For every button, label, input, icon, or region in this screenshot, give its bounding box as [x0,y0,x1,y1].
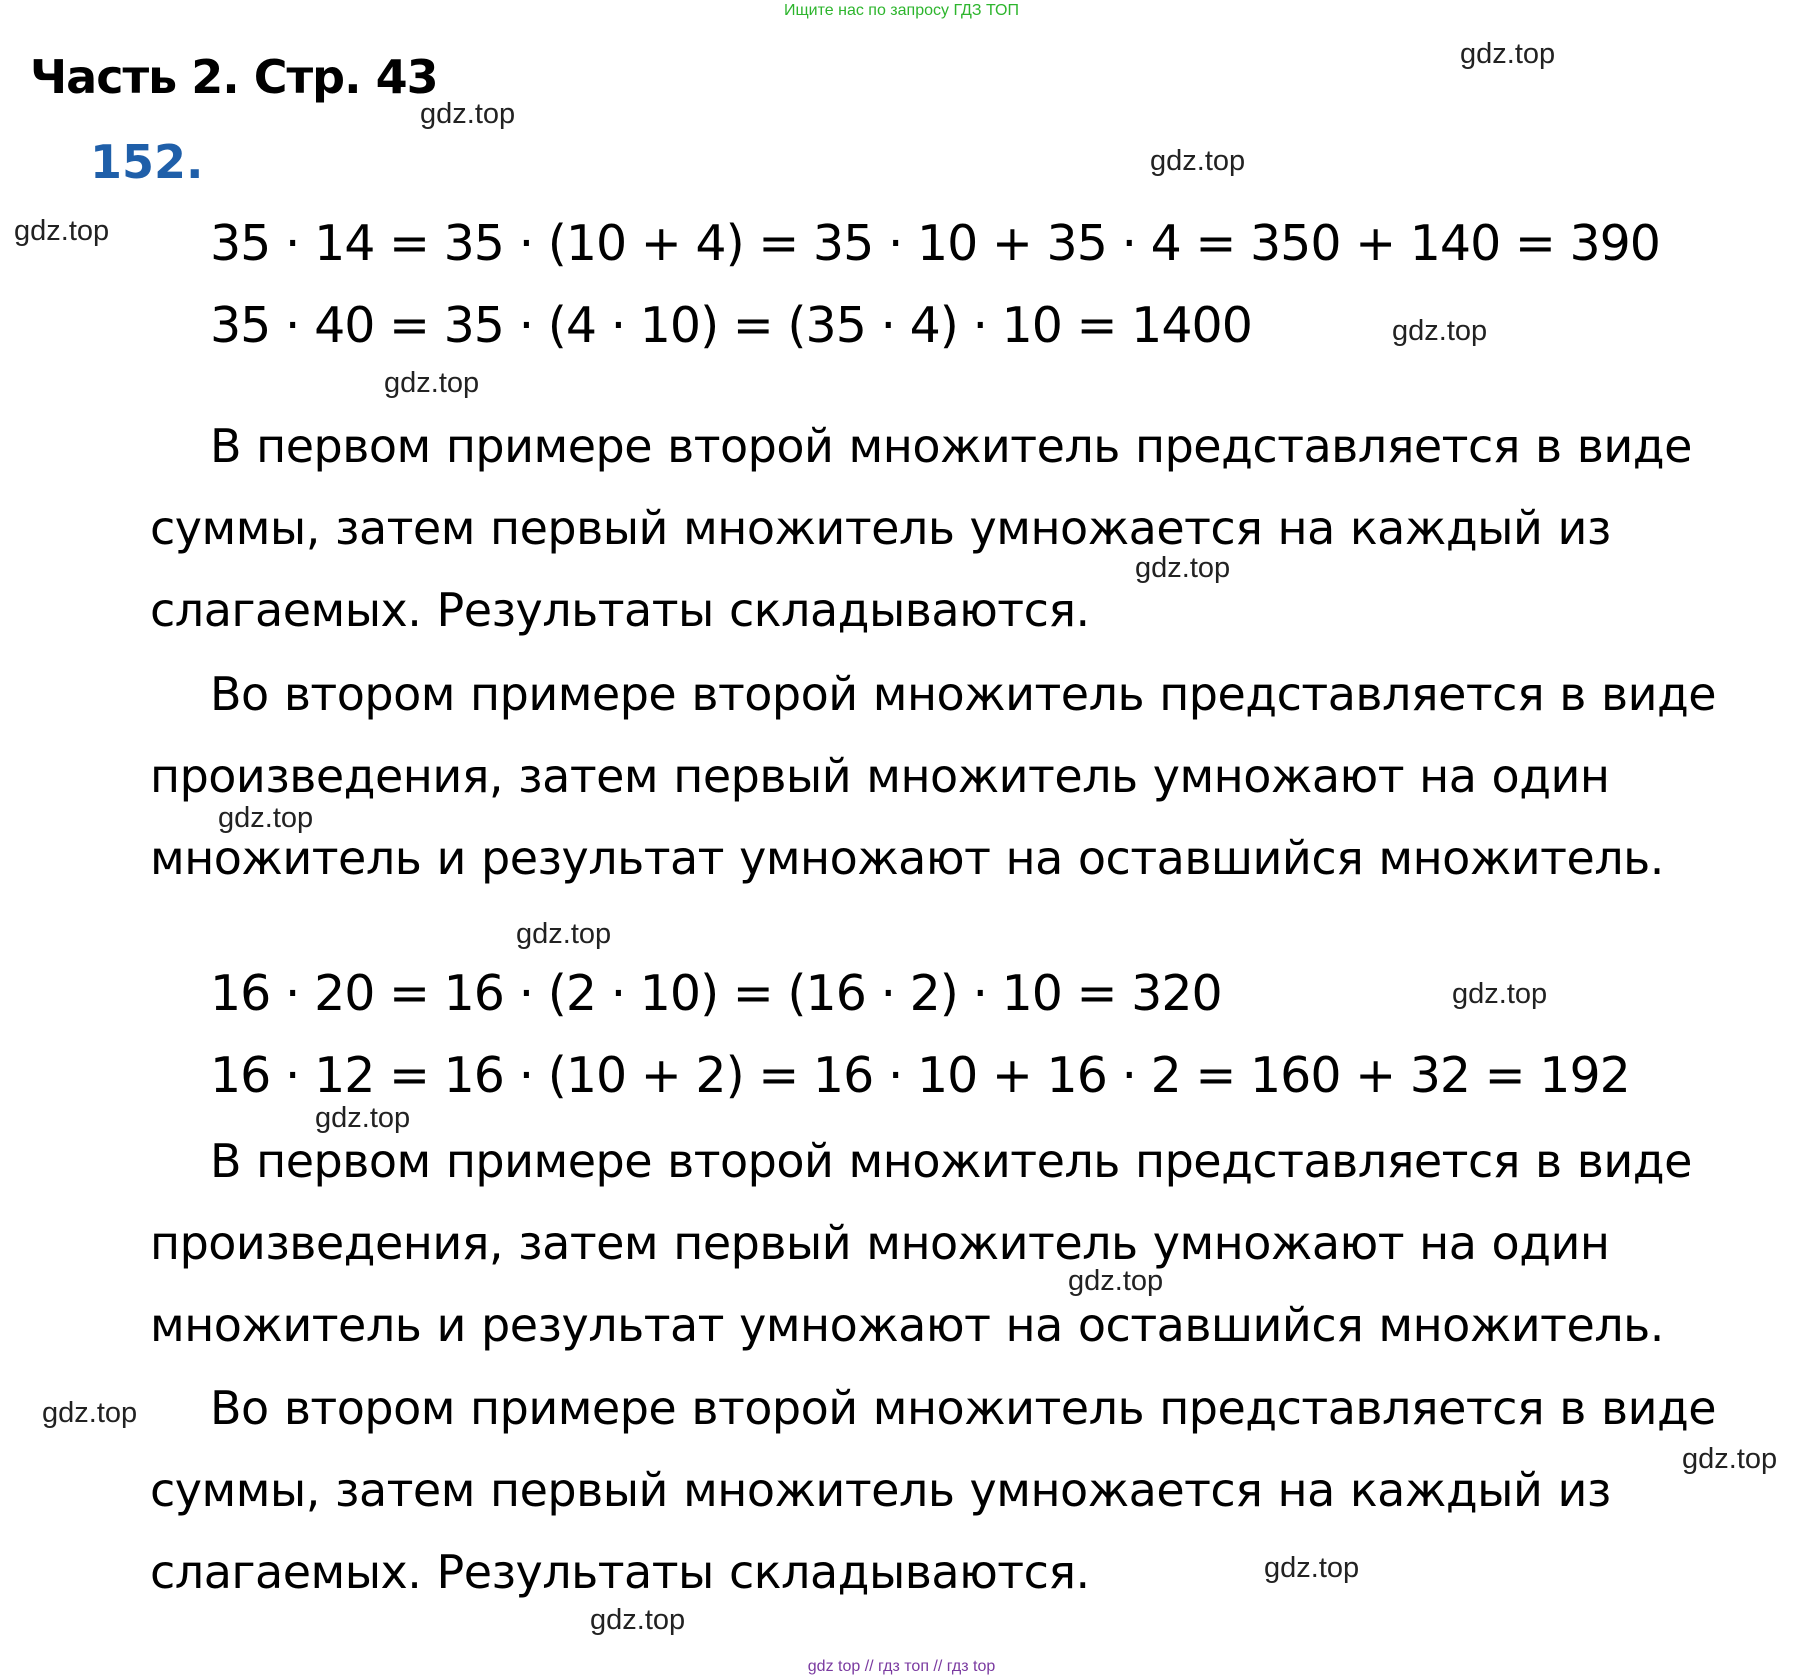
equation-2: 35 · 40 = 35 · (4 · 10) = (35 · 4) · 10 = 1400 [210,297,1252,354]
watermark: gdz.top [42,1397,138,1429]
watermark: gdz.top [1460,38,1556,70]
top-banner: Ищите нас по запросу ГДЗ ТОП [784,2,1019,19]
watermark: gdz.top [516,918,612,950]
watermark: gdz.top [14,215,110,247]
explanation-paragraph-1: В первом примере второй множитель представляется в виде суммы, затем первый множитель умножается на каждый из слагаемых. Результаты складываются. [150,419,1692,637]
equation-4: 16 · 12 = 16 · (10 + 2) = 16 · 10 + 16 · 2 = 160 + 32 = 192 [210,1047,1630,1104]
watermark: gdz.top [1452,978,1548,1010]
watermark: gdz.top [590,1604,686,1636]
footer-links: gdz top // гдз топ // гдз top [807,1658,996,1675]
watermark: gdz.top [1068,1265,1164,1297]
watermark: gdz.top [384,367,480,399]
watermark: gdz.top [1135,552,1231,584]
explanation-paragraph-4: Во втором примере второй множитель представляется в виде суммы, затем первый множитель умножается на каждый из слагаемых. Результаты складываются. [150,1381,1717,1599]
watermark: gdz.top [1392,315,1488,347]
page-title: Часть 2. Стр. 43 [30,50,438,104]
explanation-paragraph-2: Во втором примере второй множитель представляется в виде произведения, затем первый множитель умножают на один множитель и результат умножают на оставшийся множитель. [150,667,1717,885]
watermark: gdz.top [420,98,516,130]
equation-3: 16 · 20 = 16 · (2 · 10) = (16 · 2) · 10 = 320 [210,965,1222,1022]
watermark: gdz.top [218,802,314,834]
watermark: gdz.top [1264,1552,1360,1584]
watermark: gdz.top [1150,145,1246,177]
watermark: gdz.top [315,1102,411,1134]
task-number: 152. [90,135,204,189]
watermark: gdz.top [1682,1443,1778,1475]
equation-1: 35 · 14 = 35 · (10 + 4) = 35 · 10 + 35 · 4 = 350 + 140 = 390 [210,215,1660,272]
explanation-paragraph-3: В первом примере второй множитель представляется в виде произведения, затем первый множитель умножают на один множитель и результат умножают на оставшийся множитель. [150,1134,1692,1352]
